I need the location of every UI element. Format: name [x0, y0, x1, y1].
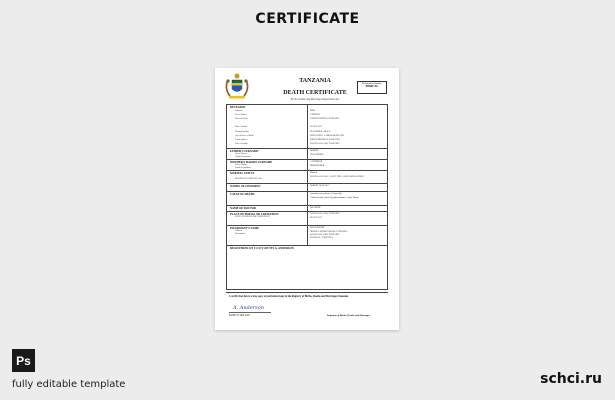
- registrar-signature: A. Anderson: [233, 305, 264, 311]
- form-section: [227, 148, 387, 159]
- section-title: CAUSE OF DEATH: [230, 193, 255, 196]
- field-value: TO REGAL, TANZANIA: [310, 237, 333, 240]
- form-section: [227, 225, 387, 245]
- tagline: fully editable template: [12, 379, 126, 390]
- field-value: KEITH MERRY: [310, 227, 325, 230]
- field-value: DAR ES SALAAM · 10 OCT 1996 · WILLIAM MACHUPA: [310, 175, 365, 178]
- field-label: Place of burial: [235, 143, 248, 146]
- section-title: INFORMANT'S NAME: [230, 227, 260, 230]
- field-label: Surname: [235, 109, 243, 112]
- form-section: [227, 105, 387, 148]
- column-divider: [307, 226, 308, 245]
- issue-date: DATE 25 JAN 2021: [229, 314, 251, 317]
- form-section: [227, 245, 387, 253]
- field-label: DATE OF BURIAL OR CREMATION: [235, 215, 270, 218]
- column-divider: [307, 160, 308, 170]
- field-value: EBIG: [310, 109, 316, 112]
- section-title: FATHER'S SURNAME: [230, 150, 259, 153]
- field-value: 10 OCT 2017: [310, 126, 322, 129]
- field-label: Date of death: [235, 126, 247, 129]
- form-section: [227, 191, 387, 205]
- section-title: DECEASED: [230, 106, 246, 109]
- field-label: Usual address: [235, 138, 248, 141]
- field-value: DAR ES SALAAM, TANZANIA: [310, 234, 340, 236]
- field-value: CTEPHEN: [310, 113, 320, 116]
- field-value: HOMEMAKER: [310, 164, 325, 167]
- field-label: Description: [235, 233, 246, 236]
- signature-line: [229, 312, 271, 313]
- field-label: Given Names: [235, 163, 247, 166]
- column-divider: [307, 212, 308, 225]
- section-title: PLACE OF BURIAL OR CREMATION: [230, 213, 279, 216]
- field-label: Occupation/last: [235, 130, 249, 133]
- field-label: MARRIAGE PARTICULARS: [235, 178, 262, 181]
- section-title: MARITAL STATUS: [230, 172, 255, 175]
- field-value: DAR ES SALAAM, TANZANIA: [310, 213, 340, 216]
- field-label: Place of death: [235, 117, 248, 120]
- certificate-form: [226, 104, 388, 290]
- field-label: Address: [235, 229, 243, 232]
- field-value: COAL MINER: [310, 153, 324, 156]
- divider: [226, 292, 388, 293]
- field-value: ESIFEN HOSPITAL TANZANIA: [310, 138, 340, 141]
- field-value: Cardiovascular Lupus Symptomatomata County Sharpe: [310, 196, 359, 199]
- section-title: REGISTERED ON 31 OCT 2017 BY A. ANDERSON: [230, 247, 294, 250]
- field-value: DAR ES SALAAM, TANZANIA: [310, 143, 340, 146]
- certificate-document: [215, 68, 399, 330]
- certification-text: I certify that this is a true copy of particulars kept in the Registry of Births, Deaths and Marriages Tanzania: [229, 295, 349, 298]
- section-title: MOTHER'S MAIDEN SURNAME: [230, 161, 273, 164]
- field-value: DR SMITH: [310, 207, 321, 210]
- field-value: 28 OCT 2017: [310, 216, 322, 219]
- document-subtitle: Births, Deaths and Marriages Registration Act: [290, 98, 340, 101]
- registration-box: [357, 81, 387, 94]
- photoshop-icon: Ps: [12, 349, 35, 372]
- field-value: ROBERT: [310, 150, 319, 153]
- registration-number: B560CZL: [365, 84, 379, 89]
- column-divider: [307, 105, 308, 148]
- field-label: Given Names: [235, 113, 247, 116]
- field-value: FAREN HOSPITAL TANZANIA: [310, 117, 340, 120]
- field-label: Given Names: [235, 152, 247, 155]
- field-label: Age & Place of Birth: [235, 134, 254, 137]
- column-divider: [307, 192, 308, 205]
- page-title: CERTIFICATE: [255, 11, 360, 27]
- registration-label: Registration Number: [361, 82, 383, 85]
- section-title: NAMES OF CHILDREN: [230, 185, 261, 188]
- field-value: HOWELL STREET ISRAEL TANZANIA: [310, 230, 348, 233]
- coat-of-arms-icon: [224, 72, 250, 102]
- form-section: [227, 170, 387, 183]
- document-title: DEATH CERTIFICATE: [283, 90, 347, 96]
- registrar-office: Registrar of Births, Deaths and Marriages: [327, 314, 371, 317]
- field-value: WITGAGER 1 2 ARBOARGER 1996: [310, 134, 344, 137]
- column-divider: [307, 149, 308, 159]
- column-divider: [307, 184, 308, 191]
- column-divider: [307, 171, 308, 183]
- field-value: Coronary artery disease (Caused by): [310, 193, 342, 196]
- country-name: TANZANIA: [299, 78, 331, 84]
- field-value: ROBERT, MAY 2017: [310, 185, 330, 188]
- form-section: [227, 159, 387, 170]
- field-label: Usual Occupation: [235, 156, 251, 159]
- form-section: [227, 211, 387, 225]
- form-section: [227, 183, 387, 191]
- section-title: NAME OF DOCTOR: [230, 207, 256, 210]
- field-label: Usual Occupation: [235, 167, 251, 170]
- field-value: CATHERINE: [310, 161, 323, 164]
- field-value: PLASTERER / MALE: [310, 130, 331, 133]
- field-value: Married: [310, 172, 318, 175]
- site-url: schci.ru: [540, 371, 602, 387]
